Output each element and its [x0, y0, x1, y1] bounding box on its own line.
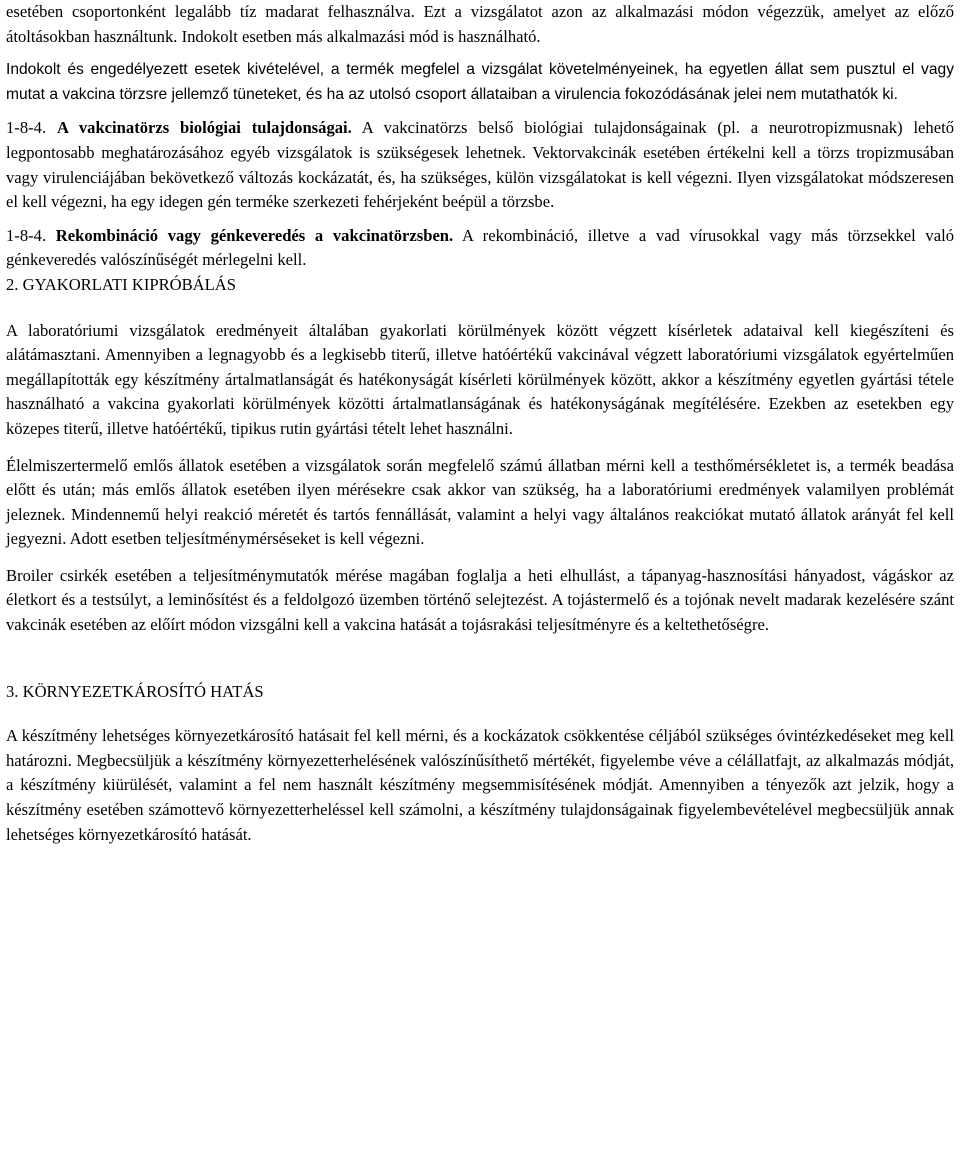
- heading-practical-testing: 2. GYAKORLATI KIPRÓBÁLÁS: [6, 274, 237, 294]
- paragraph-intro: esetében csoportonként legalább tíz madarat felhasználva. Ezt a vizsgálatot azon az alkalmazási módon végezzük, amelyet az előző átoltásokban használtunk. Indokolt esetben más alkalmazási mód is használható.: [6, 2, 954, 46]
- document-page: [6, 0, 954, 847]
- section-number: 1-8-4.: [6, 225, 47, 245]
- section-title: A vakcinatörzs biológiai tulajdonságai.: [56, 118, 352, 138]
- paragraph-environmental: A készítmény lehetséges környezetkárosító hatásait fel kell mérni, és a kockázatok csökkentése céljából szükséges óvintézkedéseket meg kell határozni. Megbecsüljük a készítmény környezetterhelésének valószínűsíthető mértékét, figyelembe véve a célállatfajt, az alkalmazás módját, a készítmény kiürülését, valamint a fel nem használt készítmény megsemmisítésének módját. Amennyiben a tényezők azt jelzik, hogy a készítmény esetében számottevő környezetterheléssel kell számolni, a készítmény tulajdonságainak figyelembevételével megbecsüljük annak lehetséges környezetkárosító hatását.: [6, 726, 954, 844]
- heading-environmental-impact: 3. KÖRNYEZETKÁROSÍTÓ HATÁS: [6, 681, 264, 701]
- paragraph-practical-2: Élelmiszertermelő emlős állatok esetében a vizsgálatok során megfelelő számú állatban mérni kell a testhőmérsékletet is, a termék beadása előtt és után; más emlős állatok esetében ilyen mérésekre csak akkor van szükség, ha a laboratóriumi eredmények valamilyen problémát jeleznek. Mindennemű helyi reakció méretét és tartós fennállását, valamint a helyi vagy általános reakciókat mutató állatok arányát fel kell jegyezni. Adott esetben teljesítménymérséseket is kell végezni.: [6, 455, 954, 549]
- section-text: A rekombináció, illetve a vad vírusokkal vagy más törzsekkel való génkeveredés valószínűségét mérlegelni kell.: [6, 225, 954, 270]
- paragraph-bio-properties: [6, 116, 954, 214]
- section-text: A vakcinatörzs belső biológiai tulajdonságainak (pl. a neurotropizmusnak) lehető legpontosabb meghatározásához egyéb vizsgálatok is szükségesek lehetnek. Vektorvakcinák esetében értékelni kell a törzs tropizmusában vagy virulenciájában bekövetkező változás kockázatát, és, ha szükséges, külön vizsgálatokat is kell végezni. Ilyen vizsgálatokat módszeresen el kell végezni, ha egy idegen gén terméke szerkezeti fehérjeként beépül a törzsbe.: [6, 118, 954, 212]
- paragraph-practical-3: Broiler csirkék esetében a teljesítménymutatók mérése magában foglalja a heti elhullást, a tápanyag-hasznosítási hányadost, vágáskor az életkort és a testsúlyt, a leminősítést és a feldolgozó üzemben történő selejtezést. A tojástermelő és a tojónak nevelt madarak kezelésére szánt vakcinák esetében az előírt módon vizsgálni kell a vakcina hatását a tojásrakási teljesítményre és a keltethetőségre.: [6, 565, 954, 635]
- paragraph-recombination: [6, 224, 954, 273]
- section-number: 1-8-4.: [6, 118, 47, 138]
- paragraph-virulence: Indokolt és engedélyezett esetek kivételével, a termék megfelel a vizsgálat követelményeinek, ha egyetlen állat sem pusztul el vagy mutat a vakcina törzsre jellemző tüneteket, és ha az utolsó csoport állataiban a virulencia fokozódásának jelei nem mutathatók ki.: [6, 61, 954, 103]
- section-title: Rekombináció vagy génkeveredés a vakcinatörzsben.: [55, 225, 454, 245]
- paragraph-practical-1: A laboratóriumi vizsgálatok eredményeit általában gyakorlati körülmények között végzett kísérletek adataival kell kiegészíteni és alátámasztani. Amennyiben a legnagyobb és a legkisebb titerű, illetve hatóértékű vakcinával végzett laboratóriumi vizsgálatok egyértelműen megállapították egy készítmény ártalmatlanságát és hatékonyságát kísérleti körülmények között, akkor a készítmény egyetlen gyártási tétele használható a vakcina gyakorlati körülmények közötti ártalmatlanságának és hatékonyságának megítélésére. Ezekben az esetekben egy közepes titerű, illetve hatóértékű, tipikus rutin gyártási tételt lehet használni.: [6, 320, 954, 438]
